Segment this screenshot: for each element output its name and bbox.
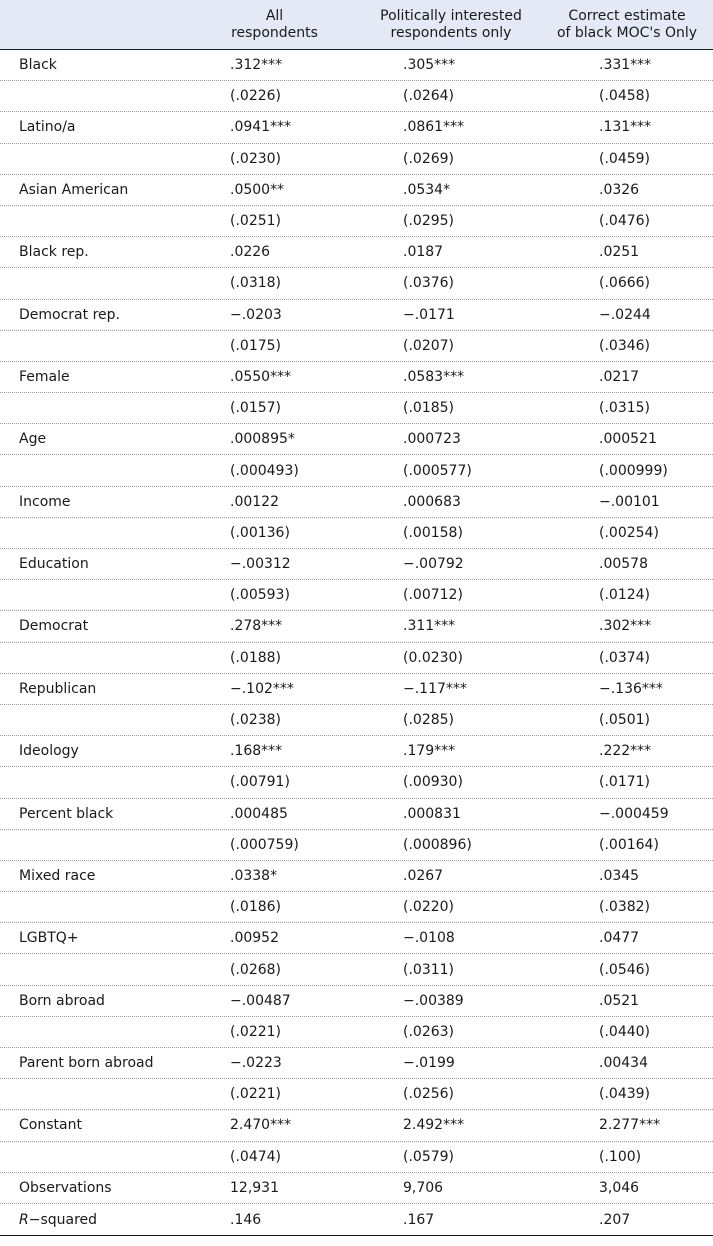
table-row — [0, 861, 713, 892]
row-value-col-1: .0941*** — [230, 119, 292, 136]
table-row — [0, 1204, 713, 1235]
row-label: Democrat — [19, 618, 89, 635]
header-blank-cell — [0, 0, 188, 49]
row-label: Democrat rep. — [19, 306, 120, 323]
row-value-col-1: 2.470*** — [230, 1117, 292, 1134]
row-value-col-1: (.0226) — [230, 88, 282, 105]
row-value-col-3: (.0476) — [599, 213, 651, 230]
row-value-col-3: .302*** — [599, 618, 652, 635]
row-value-col-2: (.0285) — [403, 712, 455, 729]
table-row — [0, 643, 713, 674]
table-row — [0, 206, 713, 237]
row-value-col-2: −.00389 — [403, 992, 464, 1009]
row-label: Mixed race — [19, 867, 96, 884]
row-value-col-3: (.0382) — [599, 899, 651, 916]
row-value-col-2: .000723 — [403, 431, 461, 448]
table-row — [0, 892, 713, 923]
row-value-col-1: .0338* — [230, 867, 278, 884]
table-row — [0, 144, 713, 175]
table-row — [0, 175, 713, 206]
table-row — [0, 393, 713, 424]
row-value-col-1: −.0223 — [230, 1055, 282, 1072]
row-value-col-1: .000485 — [230, 805, 288, 822]
row-value-col-1: .0500** — [230, 181, 285, 198]
row-value-col-3: (.0546) — [599, 961, 651, 978]
table-row — [0, 487, 713, 518]
table-row — [0, 799, 713, 830]
row-value-col-2: .305*** — [403, 57, 456, 74]
row-value-col-2: (.00930) — [403, 774, 463, 791]
row-value-col-1: .168*** — [230, 743, 283, 760]
row-value-col-2: (.0376) — [403, 275, 455, 292]
row-value-col-2: (.00712) — [403, 587, 463, 604]
row-value-col-1: .0550*** — [230, 368, 292, 385]
row-value-col-1: (.0230) — [230, 150, 282, 167]
column-header-all-respondents: All respondents — [231, 7, 318, 41]
row-value-col-3: −.00101 — [599, 493, 660, 510]
table-row — [0, 518, 713, 549]
table-row — [0, 830, 713, 861]
row-value-col-3: (.00254) — [599, 524, 659, 541]
row-label-r-squared — [0, 1212, 188, 1228]
row-value-col-1: (.0318) — [230, 275, 282, 292]
row-value-col-1: .146 — [230, 1211, 262, 1228]
row-value-col-2: (.0264) — [403, 88, 455, 105]
row-value-col-2: .000683 — [403, 493, 461, 510]
row-label: Age — [19, 431, 47, 448]
table-row — [0, 50, 713, 81]
row-value-col-1: (.0188) — [230, 649, 282, 666]
row-value-col-3: (.0440) — [599, 1023, 651, 1040]
row-label: Parent born abroad — [19, 1055, 154, 1072]
row-value-col-2: (.0269) — [403, 150, 455, 167]
row-value-col-3: .00434 — [599, 1055, 648, 1072]
row-value-col-2: 9,706 — [403, 1179, 444, 1196]
row-value-col-3: .222*** — [599, 743, 652, 760]
row-label: Black rep. — [19, 244, 89, 261]
row-value-col-1: .000895* — [230, 431, 295, 448]
row-value-col-1: (.0268) — [230, 961, 282, 978]
r-squared-suffix: −squared — [28, 1211, 98, 1228]
row-value-col-2: (.0579) — [403, 1148, 455, 1165]
table-row — [0, 300, 713, 331]
row-label: Female — [19, 368, 70, 385]
table-row — [0, 674, 713, 705]
row-value-col-3: .000521 — [599, 431, 657, 448]
table-row — [0, 954, 713, 985]
row-value-col-1: (.000759) — [230, 836, 299, 853]
row-value-col-3: (.00164) — [599, 836, 659, 853]
row-value-col-2: 2.492*** — [403, 1117, 465, 1134]
row-value-col-3: .207 — [599, 1211, 631, 1228]
row-value-col-1: −.00487 — [230, 992, 291, 1009]
table-row — [0, 986, 713, 1017]
row-value-col-1: (.00593) — [230, 587, 290, 604]
column-header-correct-estimate: Correct estimate of black MOC's Only — [556, 7, 698, 41]
row-value-col-1: .278*** — [230, 618, 283, 635]
table-row — [0, 767, 713, 798]
row-value-col-2: (.0207) — [403, 337, 455, 354]
row-value-col-1: (.0157) — [230, 400, 282, 417]
table-row — [0, 362, 713, 393]
row-value-col-3: .0251 — [599, 244, 640, 261]
row-label: Asian American — [19, 181, 129, 198]
row-label: Black — [19, 57, 57, 74]
row-value-col-2: −.0171 — [403, 306, 455, 323]
row-value-col-3: (.0124) — [599, 587, 651, 604]
row-value-col-3: −.136*** — [599, 680, 663, 697]
row-value-col-3: .0521 — [599, 992, 640, 1009]
row-value-col-2: .0583*** — [403, 368, 465, 385]
row-value-col-2: −.00792 — [403, 556, 464, 573]
row-label: Born abroad — [19, 992, 105, 1009]
table-row — [0, 923, 713, 954]
row-value-col-2: (.0263) — [403, 1023, 455, 1040]
row-value-col-2: (.000896) — [403, 836, 472, 853]
row-label: Income — [19, 493, 71, 510]
table-row — [0, 549, 713, 580]
row-label: Constant — [19, 1117, 82, 1134]
table-row — [0, 424, 713, 455]
row-value-col-2: (.0311) — [403, 961, 455, 978]
row-value-col-2: −.0108 — [403, 930, 455, 947]
row-value-col-3: (.0459) — [599, 150, 651, 167]
r-squared-symbol: R — [19, 1211, 29, 1228]
row-value-col-3: .0217 — [599, 368, 640, 385]
row-value-col-2: .179*** — [403, 743, 456, 760]
row-value-col-3: (.0346) — [599, 337, 651, 354]
row-value-col-3: .0345 — [599, 867, 640, 884]
row-value-col-2: .0267 — [403, 867, 444, 884]
table-row — [0, 736, 713, 767]
table-row — [0, 455, 713, 486]
row-value-col-2: (.0185) — [403, 400, 455, 417]
row-value-col-2: −.0199 — [403, 1055, 455, 1072]
row-value-col-1: (.0474) — [230, 1148, 282, 1165]
row-value-col-3: (.100) — [599, 1148, 642, 1165]
row-value-col-1: −.0203 — [230, 306, 282, 323]
row-value-col-1: (.0186) — [230, 899, 282, 916]
row-value-col-3: −.000459 — [599, 805, 669, 822]
table-row — [0, 580, 713, 611]
row-value-col-1: (.0251) — [230, 213, 282, 230]
row-value-col-1: −.00312 — [230, 556, 291, 573]
row-label: Percent black — [19, 805, 114, 822]
row-value-col-2: −.117*** — [403, 680, 467, 697]
row-value-col-3: (.0439) — [599, 1086, 651, 1103]
row-value-col-2: (.0295) — [403, 213, 455, 230]
table-row — [0, 1017, 713, 1048]
row-value-col-1: (.0221) — [230, 1023, 282, 1040]
row-value-col-3: (.0666) — [599, 275, 651, 292]
row-value-col-2: (.0256) — [403, 1086, 455, 1103]
row-value-col-1: .00952 — [230, 930, 279, 947]
row-value-col-3: (.0501) — [599, 712, 651, 729]
row-value-col-3: (.000999) — [599, 462, 668, 479]
row-value-col-3: (.0374) — [599, 649, 651, 666]
table-row — [0, 1048, 713, 1079]
row-label: Education — [19, 556, 89, 573]
row-value-col-2: .0861*** — [403, 119, 465, 136]
table-row — [0, 1079, 713, 1110]
row-value-col-3: .131*** — [599, 119, 652, 136]
row-value-col-3: .0326 — [599, 181, 640, 198]
row-value-col-3: .00578 — [599, 556, 648, 573]
row-value-col-1: (.0221) — [230, 1086, 282, 1103]
row-value-col-1: (.000493) — [230, 462, 299, 479]
table-row — [0, 268, 713, 299]
row-value-col-2: (.000577) — [403, 462, 472, 479]
table-row — [0, 705, 713, 736]
row-value-col-2: (.0220) — [403, 899, 455, 916]
row-value-col-3: .0477 — [599, 930, 640, 947]
row-value-col-3: (.0315) — [599, 400, 651, 417]
row-value-col-1: (.00791) — [230, 774, 290, 791]
table-body — [0, 50, 713, 1235]
row-value-col-2: .0534* — [403, 181, 451, 198]
row-value-col-2: .311*** — [403, 618, 456, 635]
row-value-col-2: (0.0230) — [403, 649, 463, 666]
row-value-col-3: (.0171) — [599, 774, 651, 791]
row-value-col-2: .167 — [403, 1211, 435, 1228]
row-label: Observations — [19, 1179, 112, 1196]
row-value-col-1: .0226 — [230, 244, 271, 261]
row-value-col-2: .000831 — [403, 805, 461, 822]
row-label: LGBTQ+ — [19, 930, 79, 947]
row-label: Latino/a — [19, 119, 76, 136]
row-value-col-1: (.0238) — [230, 712, 282, 729]
row-value-col-3: 3,046 — [599, 1179, 640, 1196]
row-value-col-1: (.0175) — [230, 337, 282, 354]
table-row — [0, 237, 713, 268]
row-value-col-1: 12,931 — [230, 1179, 279, 1196]
row-label: Republican — [19, 680, 97, 697]
row-value-col-3: (.0458) — [599, 88, 651, 105]
table-row — [0, 112, 713, 143]
table-row — [0, 81, 713, 112]
row-value-col-1: −.102*** — [230, 680, 294, 697]
table-row — [0, 1142, 713, 1173]
row-value-col-1: (.00136) — [230, 524, 290, 541]
table-row — [0, 611, 713, 642]
table-row — [0, 1173, 713, 1204]
row-value-col-3: −.0244 — [599, 306, 651, 323]
row-value-col-3: 2.277*** — [599, 1117, 661, 1134]
row-value-col-3: .331*** — [599, 57, 652, 74]
row-value-col-2: .0187 — [403, 244, 444, 261]
table-header — [0, 0, 713, 50]
table-row — [0, 1110, 713, 1141]
row-value-col-1: .312*** — [230, 57, 283, 74]
row-value-col-1: .00122 — [230, 493, 279, 510]
table-row — [0, 331, 713, 362]
row-label: Ideology — [19, 743, 79, 760]
column-header-politically-interested: Politically interested respondents only — [380, 7, 522, 41]
row-value-col-2: (.00158) — [403, 524, 463, 541]
